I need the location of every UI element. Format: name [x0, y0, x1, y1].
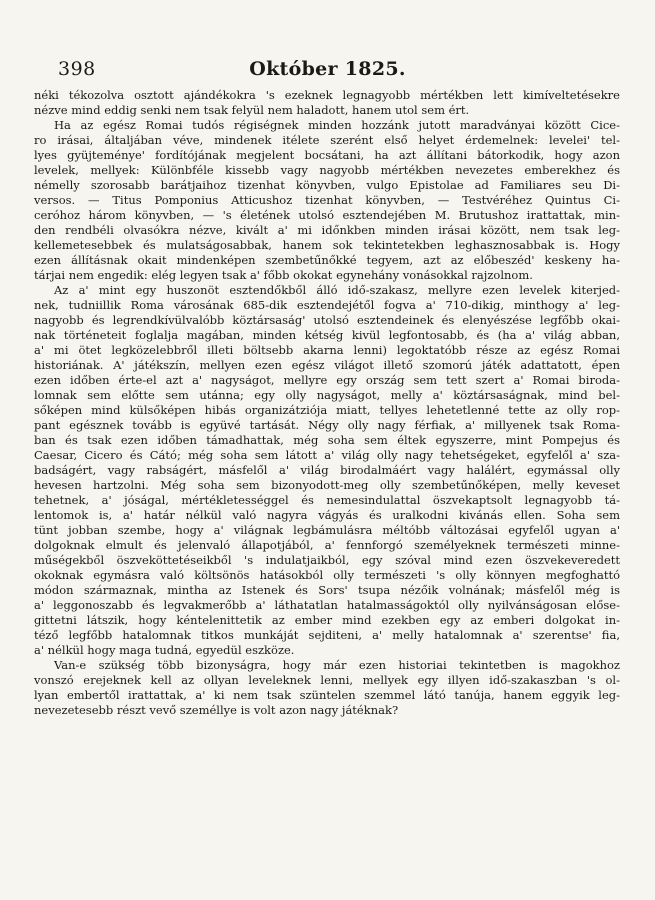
- text-line: módon származnak, mintha az Istenek és Sors' tsupa nézőik volnának; másfelől még is: [34, 583, 620, 597]
- text-line: lomnak sem előtte sem utánna; egy olly nagyságot, melly a' köztársaságnak, mind bel-: [34, 388, 620, 402]
- body-text: [34, 88, 620, 718]
- text-line: a' nélkül hogy maga tudná, egyedül eszköze.: [34, 643, 295, 657]
- text-line: a' leggonoszabb és legvakmerőbb a' láthatatlan hatalmasságoktól olly nyilvánságosan előse-: [34, 598, 620, 612]
- text-line: ban és tsak ezen időben támadhattak, még soha sem éltek egyszerre, mint Pompejus és: [34, 433, 620, 447]
- text-line: vonszó erejeknek kell az ollyan leveleknek lenni, mellyek egy illyen idő-szakaszban 's ol-: [34, 673, 620, 687]
- running-title: Október 1825.: [249, 58, 406, 80]
- page-number: 398: [58, 58, 96, 80]
- text-line: gittetni látszik, hogy kéntelenittetik az ember mind ezekben egy az emberi dolgokat in-: [34, 613, 620, 627]
- page-header: [46, 58, 609, 84]
- text-line: sőképen mind külsőképen hibás organizátziója miatt, tellyes lehetetlenné tette az olly rop-: [34, 403, 620, 417]
- text-line: Van-e szükség több bizonyságra, hogy már ezen historiai tekintetben is magokhoz: [54, 658, 620, 672]
- text-line: den rendbéli olvasókra nézve, kivált a' mi időnkben minden irásai között, nem tsak leg-: [34, 223, 620, 237]
- text-line: lentomok is, a' határ nélkül való nagyra vágyás és uralkodni kivánás ellen. Soha sem: [34, 508, 620, 522]
- text-line: lyan embertől irattattak, a' ki nem tsak szüntelen szemmel látó tanúja, hanem eggyik leg-: [34, 688, 620, 702]
- text-line: badságért, vagy rabságért, másfelől a' világ birodalmáért vagy halálért, egymással olly: [34, 463, 620, 477]
- text-line: Ha az egész Romai tudós régiségnek minden hozzánk jutott maradványai között Cice-: [54, 118, 620, 132]
- text-line: pant egésznek tovább is együvé tartását. Négy olly nagy férfiak, a' millyenek tsak Roma-: [34, 418, 620, 432]
- text-line: műségekből öszveköttetéseikből 's indulatjaikból, egy szóval mind ezen öszvekeveredett: [34, 553, 620, 567]
- text-line: ceróhoz három könyvben, — 's életének utolsó esztendejében M. Brutushoz irattattak, min-: [34, 208, 620, 222]
- text-line: ro irásai, általjában véve, mindenek itélete szerént első helyet érdemelnek: levelei' tel-: [34, 133, 620, 147]
- text-line: versos. — Titus Pomponius Atticushoz tizenhat könyvben, — Testvéréhez Quintus Ci-: [34, 193, 620, 207]
- text-line: Az a' mint egy huszonöt esztendőkből álló idő-szakasz, mellyre ezen levelek kiterjed-: [54, 283, 620, 297]
- text-line: tehetnek, a' jóságal, mértékletességgel és nemesindulattal öszvekaptsolt legnagyobb tá-: [34, 493, 620, 507]
- text-line: a' mi ötet legközelebbről illeti böltsebb akarna lenni) legoktatóbb része az egész Romai: [34, 343, 620, 357]
- text-line: nak történeteit foglalja magában, minden kétség kivül legfontosabb, és (ha a' világ abban,: [34, 328, 620, 342]
- text-line: dolgoknak elmult és jelenvaló állapotjából, a' fennforgó személyeknek természeti minne-: [34, 538, 620, 552]
- text-line: ezen állításnak okait mindenképen szembetűnőkké tegyem, azt az előbeszéd' keskeny ha-: [34, 253, 620, 267]
- text-line: nagyobb és legrendkívülvalóbb köztársaság' utolsó esztendeinek és elenyészése legfőbb okai-: [34, 313, 620, 327]
- text-line: okoknak egymásra való költsönös hatásokból olly természeti 's olly könnyen megfoghattó: [34, 568, 620, 582]
- text-line: levelek, mellyek: Különbféle kissebb vagy nagyobb mértékben nevezetes emberekhez és: [34, 163, 620, 177]
- text-line: tárjai nem engedik: elég legyen tsak a' főbb okokat egynehány vonásokkal rajzolnom.: [34, 268, 533, 282]
- text-line: téző legfőbb hatalomnak titkos munkáját sejditeni, a' melly hatalomnak a' szerentse' fia,: [34, 628, 620, 642]
- text-line: kellemetesebbek és mulatságosabbak, hanem sok tekintetekben leghasznosabbak is. Hogy: [34, 238, 620, 252]
- text-line: historiának. A' játékszín, mellyen ezen egész világot illető szomorú játék adattatott, épen: [34, 358, 620, 372]
- text-line: ezen időben érte-el azt a' nagyságot, mellyre egy ország sem tett szert a' Romai biroda-: [34, 373, 620, 387]
- text-line: nézve mind eddig senki nem tsak felyül nem haladott, hanem utol sem ért.: [34, 103, 470, 117]
- text-line: hevesen hartzolni. Még soha sem bizonyodott-meg olly szembetűnőképen, melly keveset: [34, 478, 620, 492]
- text-line: Caesar, Cicero és Cátó; még soha sem látott a' világ olly nagy tehetségeket, egyfelől a' sza-: [34, 448, 620, 462]
- text-line: lyes gyüjteménye' fordítójának megjelent bocsátani, ha azt állítani bátorkodik, hogy azon: [34, 148, 620, 162]
- text-line: nevezetesebb részt vevő személlye is volt azon nagy játéknak?: [34, 703, 399, 717]
- text-line: tünt jobban szembe, hogy a' világnak legbámulásra méltóbb változásai egyfelől ugyan a': [34, 523, 620, 537]
- text-line: néki tékozolva osztott ajándékokra 's ezeknek legnagyobb mértékben lett kimíveltetésekre: [34, 88, 620, 102]
- text-line: némelly szorosabb barátjaihoz tizenhat könyvben, vulgo Epistolae ad Familiares seu Di-: [34, 178, 620, 192]
- text-line: nek, tudniillik Roma városának 685-dik esztendejétől fogva a' 710-dikig, minthogy a' leg-: [34, 298, 620, 312]
